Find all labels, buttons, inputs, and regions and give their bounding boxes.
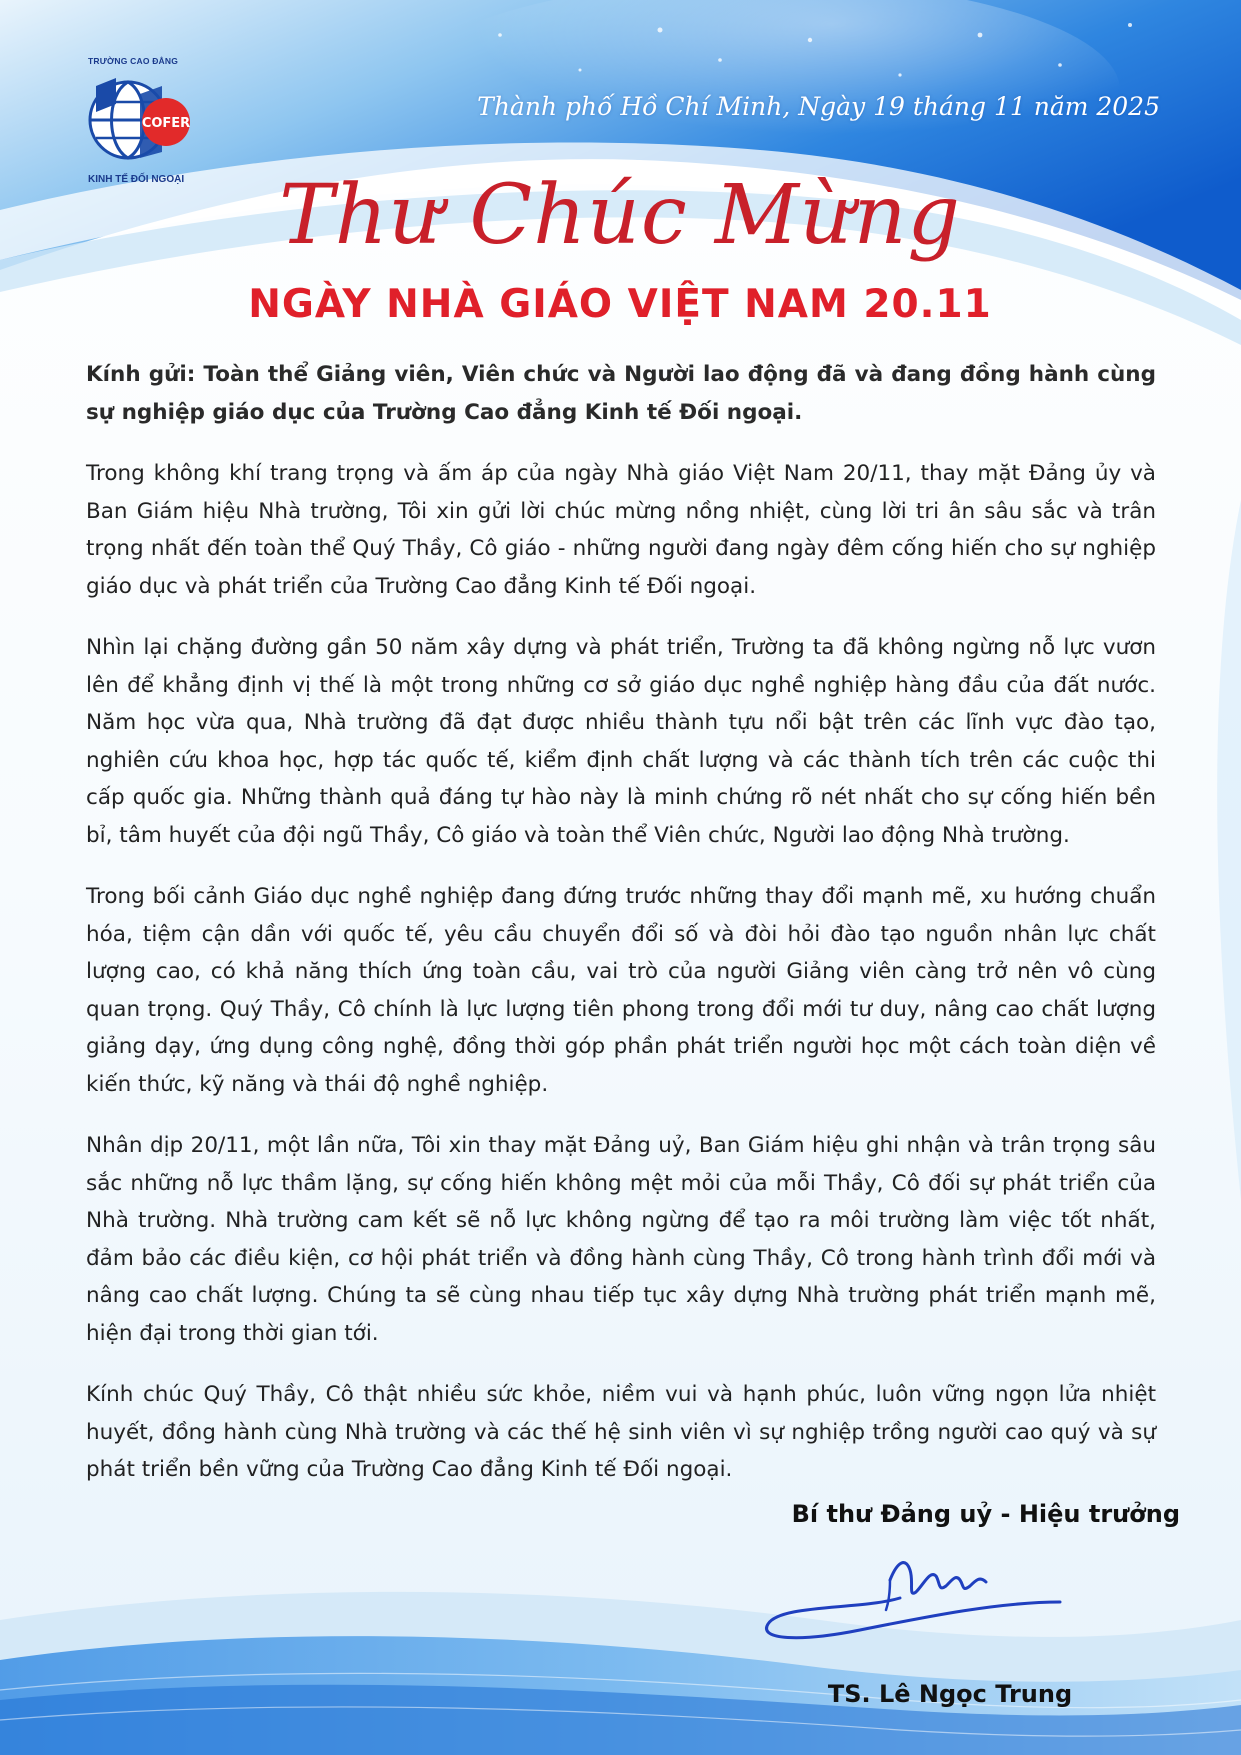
date-line: Thành phố Hồ Chí Minh, Ngày 19 tháng 11 năm 2025 <box>477 92 1160 121</box>
handwritten-signature <box>740 1540 1070 1670</box>
signer-name: TS. Lê Ngọc Trung <box>827 1680 1073 1708</box>
paragraph-5: Kính chúc Quý Thầy, Cô thật nhiều sức khỏe, niềm vui và hạnh phúc, luôn vững ngọn lửa nhiệt huyết, đồng hành cùng Nhà trường và các thế hệ sinh viên vì sự nghiệp trồng người cao quý và sự phát triển bền vững của Trường Cao đẳng Kinh tế Đối ngoại. <box>86 1382 1156 1482</box>
signer-title: Bí thư Đảng uỷ - Hiệu trưởng <box>791 1500 1180 1528</box>
globe-logo-icon <box>86 64 196 174</box>
main-title: NGÀY NHÀ GIÁO VIỆT NAM 20.11 <box>248 282 992 327</box>
paragraph-1: Trong không khí trang trọng và ấm áp của ngày Nhà giáo Việt Nam 20/11, thay mặt Đảng ủy và Ban Giám hiệu Nhà trường, Tôi xin gửi lời chúc mừng nồng nhiệt, cùng lời tri ân sâu sắc và trân trọng nhất đến toàn thể Quý Thầy, Cô giáo - những người đang ngày đêm cống hiến cho sự nghiệp giáo dục và phát triển của Trường Cao đẳng Kinh tế Đối ngoại. <box>86 461 1156 599</box>
paragraph-4: Nhân dịp 20/11, một lần nữa, Tôi xin thay mặt Đảng uỷ, Ban Giám hiệu ghi nhận và trân trọng sâu sắc những nỗ lực thầm lặng, sự cống hiến không mệt mỏi của mỗi Thầy, Cô đối sự phát triển của Nhà trường. Nhà trường cam kết sẽ nỗ lực không ngừng để tạo ra môi trường làm việc tốt nhất, đảm bảo các điều kiện, cơ hội phát triển và đồng hành cùng Thầy, Cô trong hành trình đổi mới và nâng cao chất lượng. Chúng ta sẽ cùng nhau tiếp tục xây dựng Nhà trường phát triển mạnh mẽ, hiện đại trong thời gian tới. <box>86 1133 1156 1346</box>
salutation: Kính gửi: Toàn thể Giảng viên, Viên chức và Người lao động đã và đang đồng hành cùng sự nghiệp giáo dục của Trường Cao đẳng Kinh tế Đối ngoại. <box>86 362 1156 425</box>
logo-emblem-text: COFER <box>141 116 191 131</box>
paragraph-2: Nhìn lại chặng đường gần 50 năm xây dựng và phát triển, Trường ta đã không ngừng nỗ lực vươn lên để khẳng định vị thế là một trong những cơ sở giáo dục nghề nghiệp hàng đầu của đất nước. Năm học vừa qua, Nhà trường đã đạt được nhiều thành tựu nổi bật trên các lĩnh vực đào tạo, nghiên cứu khoa học, hợp tác quốc tế, kiểm định chất lượng và các thành tích trên các cuộc thi cấp quốc gia. Những thành quả đáng tự hào này là minh chứng rõ nét nhất cho sự cống hiến bền bỉ, tâm huyết của đội ngũ Thầy, Cô giáo và toàn thể Viên chức, Người lao động Nhà trường. <box>86 635 1156 848</box>
logo-school-type: TRƯỜNG CAO ĐẲNG <box>88 56 179 66</box>
paragraph-3: Trong bối cảnh Giáo dục nghề nghiệp đang đứng trước những thay đổi mạnh mẽ, xu hướng chuẩn hóa, tiệm cận dần với quốc tế, yêu cầu chuyển đổi số và đòi hỏi đào tạo nguồn nhân lực chất lượng cao, có khả năng thích ứng toàn cầu, vai trò của người Giảng viên càng trở nên vô cùng quan trọng. Quý Thầy, Cô chính là lực lượng tiên phong trong đổi mới tư duy, nâng cao chất lượng giảng dạy, ứng dụng công nghệ, đồng thời góp phần phát triển người học một cách toàn diện về kiến thức, kỹ năng và thái độ nghề nghiệp. <box>86 884 1156 1097</box>
script-title: Thư Chúc Mừng <box>279 168 961 263</box>
logo-school-name: KINH TẾ ĐỐI NGOẠI <box>88 174 185 185</box>
letter-body <box>86 356 1156 1513</box>
